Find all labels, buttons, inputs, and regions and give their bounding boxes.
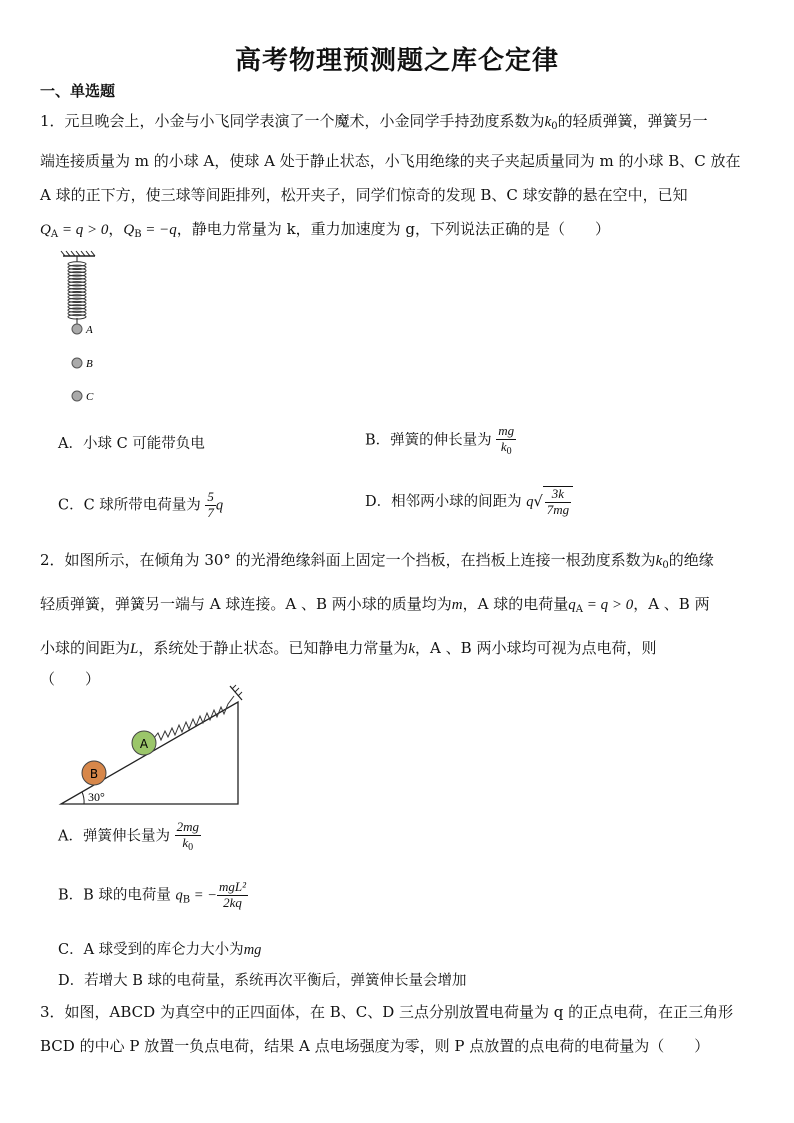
q1-line2: 端连接质量为 m 的小球 A，使球 A 处于静止状态，小飞用绝缘的夹子夹起质量同为 m 的小球 B、C 放在: [40, 152, 741, 170]
question-1-text: [40, 104, 754, 252]
q1-label-c: C: [86, 391, 94, 403]
q1-label-b: B: [86, 358, 93, 370]
q1-option-b[interactable]: B．弹簧的伸长量为 $\frac{mg}{k_0}$: [365, 423, 515, 457]
q1-option-d[interactable]: D．相邻两小球的间距为 q√ $\frac{3k}{7mg}$: [365, 486, 573, 518]
q1-option-c[interactable]: C．C 球所带电荷量为 $\frac{5}{7}$ q: [58, 489, 224, 520]
q1-label-a: A: [86, 324, 93, 336]
q2-option-c[interactable]: C．A 球受到的库仑力大小为mg: [58, 942, 262, 958]
q2-ball-b-label: B: [89, 767, 99, 781]
question-3-text: [40, 995, 754, 1063]
q1-spring-figure: [55, 250, 115, 410]
q2-option-b[interactable]: B．B 球的电荷量 $q_B$ = − $\frac{\text{mgL²}}{2kq}$: [58, 879, 246, 910]
q1-line4: $Q_A = q > 0$，$Q_B = -q$，静电力常量为 k，重力加速度为 g，下列说法正确的是（ ）: [40, 220, 611, 240]
q1-line1: 1．元旦晚会上，小金与小飞同学表演了一个魔术，小金同学手持劲度系数为$k_0$的轻质弹簧，弹簧另一: [40, 112, 708, 132]
q2-line1: 2．如图所示，在倾角为 30° 的光滑绝缘斜面上固定一个挡板，在挡板上连接一根劲度系数为$k_0$的绝缘: [40, 551, 714, 571]
section-heading: 一、单选题: [40, 82, 116, 100]
q3-line1: 3．如图，ABCD 为真空中的正四面体，在 B、C、D 三点分别放置电荷量为 q 的正点电荷，在正三角形: [40, 1003, 734, 1021]
q2-option-a[interactable]: A．弹簧伸长量为 $\frac{2mg}{k_0}$: [58, 819, 199, 853]
q3-line2: BCD 的中心 P 放置一负点电荷，结果 A 点电场强度为零，则 P 点放置的点电荷的电荷量为（ ）: [40, 1037, 710, 1055]
q2-incline-figure: [58, 680, 248, 810]
q1-option-a[interactable]: A．小球 C 可能带负电: [58, 436, 205, 452]
page-title: 高考物理预测题之库仑定律: [234, 46, 559, 76]
q2-option-d[interactable]: D．若增大 B 球的电荷量，系统再次平衡后，弹簧伸长量会增加: [58, 973, 467, 989]
q1-line3: A 球的正下方，使三球等间距排列，松开夹子，同学们惊奇的发现 B、C 球安静的悬在空中，已知: [40, 186, 688, 204]
q2-angle-label: 30°: [88, 790, 105, 804]
q2-ball-a-label: A: [139, 737, 149, 751]
q2-line3: 小球的间距为L，系统处于静止状态。已知静电力常量为k，A 、B 两小球均可视为点电荷，则: [40, 639, 657, 657]
q2-line2: 轻质弹簧，弹簧另一端与 A 球连接。A 、B 两小球的质量均为m，A 球的电荷量$q_A = q > 0$，A 、B 两: [40, 595, 710, 615]
question-2-text: [40, 541, 754, 690]
q2-line4: （ ）: [40, 670, 101, 688]
